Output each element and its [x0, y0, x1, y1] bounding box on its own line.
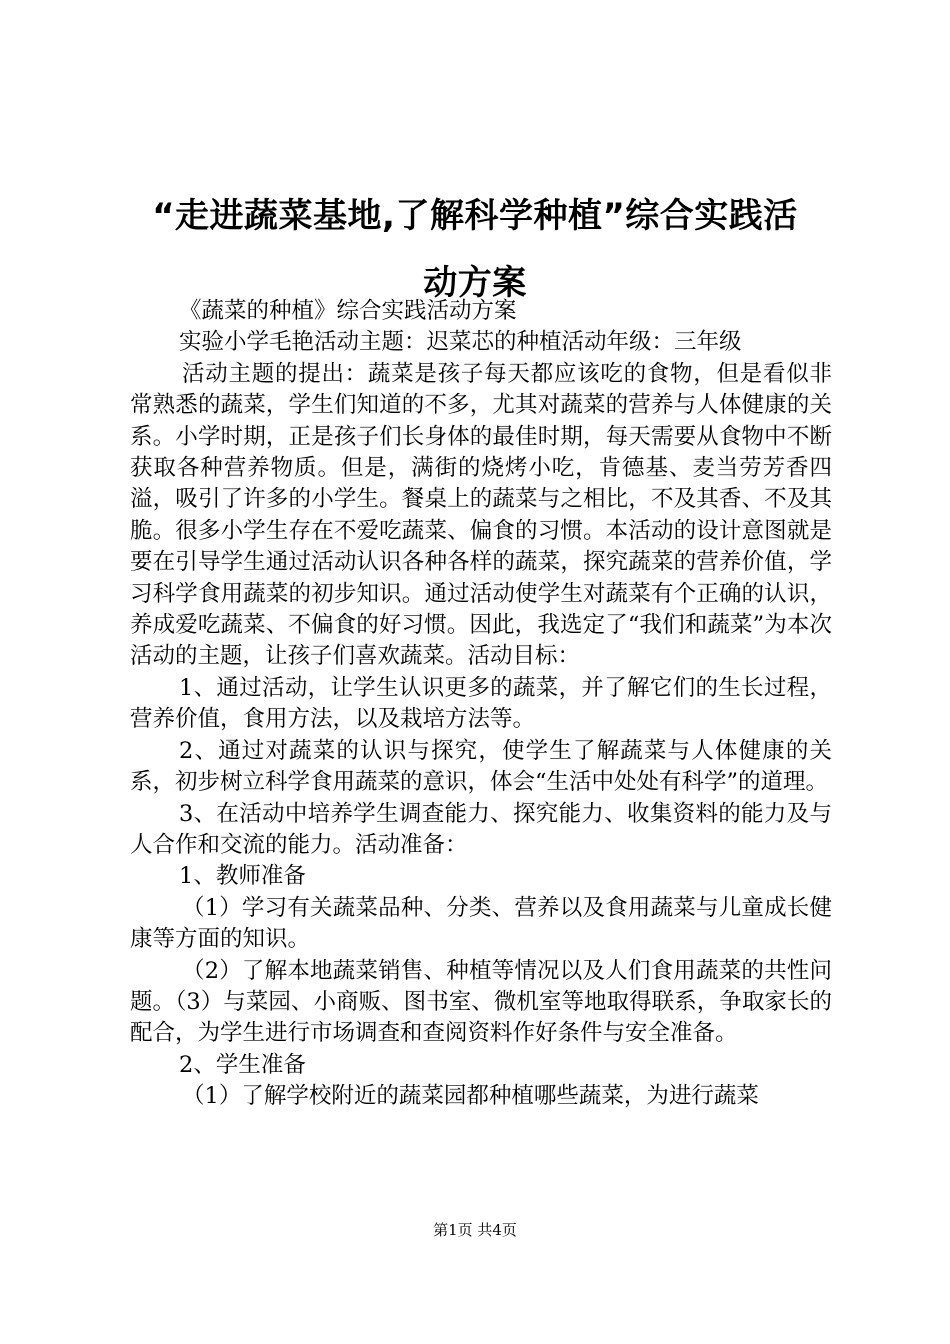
- title-line-1: “走进蔬菜基地,了解科学种植”综合实践活: [152, 196, 798, 236]
- paragraph-subtitle: 《蔬菜的种植》综合实践活动方案: [179, 298, 517, 324]
- paragraph-student-prep: 2、学生准备: [179, 1051, 306, 1078]
- title-line-2: 动方案: [423, 263, 527, 303]
- paragraph-goal-2: 2、通过对蔬菜的认识与探究，使学生了解蔬菜与人体健康的关系，初步树立科学食用蔬菜的意识，体会“生活中处处有科学”的道理。: [130, 737, 832, 796]
- paragraph-background: 活动主题的提出：蔬菜是孩子每天都应该吃的食物，但是看似非常熟悉的蔬菜，学生们知道的不多，尤其对蔬菜的营养与人体健康的关系。小学时期，正是孩子们长身体的最佳时期，每天需要从食物中不断获取各种营养物质。但是，满街的烧烤小吃，肯德基、麦当劳芳香四溢，吸引了许多的小学生。餐桌上的蔬菜与之相比，不及其香、不及其脆。很多小学生存在不爱吃蔬菜、偏食的习惯。本活动的设计意图就是要在引导学生通过活动认识各种各样的蔬菜，探究蔬菜的营养价值，学习科学食用蔬菜的初步知识。通过活动使学生对蔬菜有个正确的认识，养成爱吃蔬菜、不偏食的好习惯。因此，我选定了“我们和蔬菜”为本次活动的主题，让孩子们喜欢蔬菜。活动目标：: [130, 360, 832, 670]
- paragraph-teacher-prep-1: （1）学习有关蔬菜品种、分类、营养以及食用蔬菜与儿童成长健康等方面的知识。: [130, 894, 832, 953]
- paragraph-teacher-prep: 1、教师准备: [179, 863, 306, 890]
- page-footer: 第1页 共4页: [433, 1221, 517, 1239]
- document-body: [130, 296, 832, 1113]
- paragraph-student-prep-1: （1）了解学校附近的蔬菜园都种植哪些蔬菜，为进行蔬菜: [182, 1083, 759, 1110]
- paragraph-teacher-prep-2: （2）了解本地蔬菜销售、种植等情况以及人们食用蔬菜的共性问题。（3）与菜园、小商贩、图书室、微机室等地取得联系，争取家长的配合，为学生进行市场调查和查阅资料作好条件与安全准备。: [130, 957, 832, 1047]
- paragraph-author: 实验小学毛艳活动主题：迟菜芯的种植活动年级：三年级: [179, 329, 742, 356]
- paragraph-goal-1: 1、通过活动，让学生认识更多的蔬菜，并了解它们的生长过程，营养价值，食用方法，以及栽培方法等。: [130, 674, 832, 733]
- paragraph-goal-3: 3、在活动中培养学生调查能力、探究能力、收集资料的能力及与人合作和交流的能力。活动准备：: [130, 800, 832, 858]
